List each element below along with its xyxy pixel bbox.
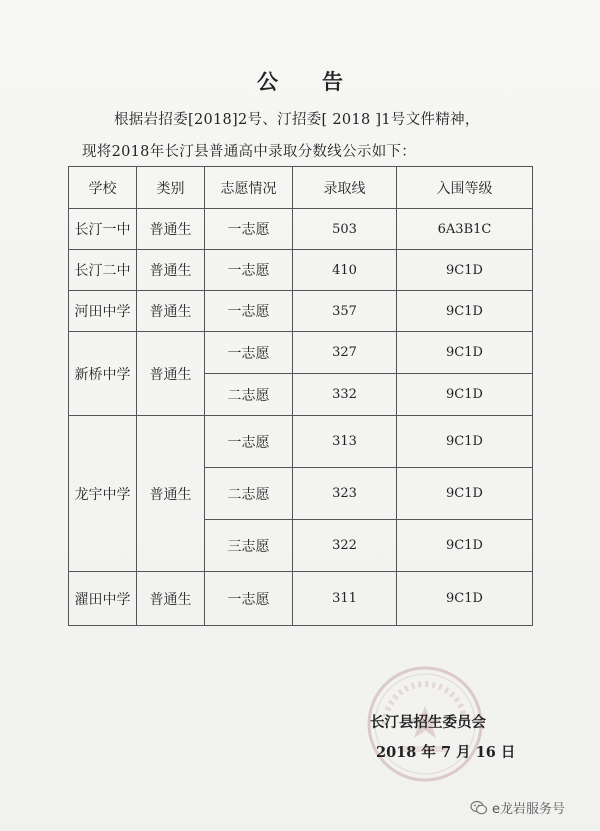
choice-cell: 一志愿 xyxy=(205,250,293,291)
choice-cell: 一志愿 xyxy=(205,416,293,468)
grade-cell: 9C1D xyxy=(397,291,533,332)
page-title: 公告 xyxy=(257,69,387,94)
school-cell: 长汀一中 xyxy=(69,209,137,250)
score-cell: 327 xyxy=(293,332,397,374)
admission-score-table xyxy=(68,166,533,626)
score-cell: 332 xyxy=(293,374,397,416)
table-header-row xyxy=(69,167,533,209)
watermark xyxy=(470,798,565,817)
score-cell: 503 xyxy=(293,209,397,250)
grade-cell: 9C1D xyxy=(397,332,533,374)
choice-cell: 三志愿 xyxy=(205,520,293,572)
grade-cell: 9C1D xyxy=(397,374,533,416)
score-cell: 323 xyxy=(293,468,397,520)
school-cell: 河田中学 xyxy=(69,291,137,332)
category-cell: 普通生 xyxy=(137,291,205,332)
grade-cell: 9C1D xyxy=(397,520,533,572)
grade-cell: 9C1D xyxy=(397,572,533,626)
intro-line-1: 根据岩招委[2018]2号、汀招委[ 2018 ]1号文件精神， xyxy=(114,112,480,128)
score-cell: 322 xyxy=(293,520,397,572)
category-cell: 普通生 xyxy=(137,416,205,572)
school-cell: 长汀二中 xyxy=(69,250,137,291)
category-cell: 普通生 xyxy=(137,250,205,291)
header-score: 录取线 xyxy=(293,167,397,209)
score-cell: 311 xyxy=(293,572,397,626)
choice-cell: 二志愿 xyxy=(205,468,293,520)
watermark-text: e龙岩服务号 xyxy=(492,802,565,817)
wechat-icon xyxy=(470,799,488,817)
school-cell: 濯田中学 xyxy=(69,572,137,626)
grade-cell: 9C1D xyxy=(397,250,533,291)
grade-cell: 9C1D xyxy=(397,416,533,468)
category-cell: 普通生 xyxy=(137,209,205,250)
table-row xyxy=(69,572,533,626)
table-row xyxy=(69,291,533,332)
issuing-organization: 长汀县招生委员会 xyxy=(370,714,486,731)
school-cell: 龙宇中学 xyxy=(69,416,137,572)
category-cell: 普通生 xyxy=(137,572,205,626)
score-cell: 410 xyxy=(293,250,397,291)
choice-cell: 一志愿 xyxy=(205,209,293,250)
choice-cell: 一志愿 xyxy=(205,332,293,374)
header-grade: 入围等级 xyxy=(397,167,533,209)
choice-cell: 二志愿 xyxy=(205,374,293,416)
header-category: 类别 xyxy=(137,167,205,209)
choice-cell: 一志愿 xyxy=(205,572,293,626)
issue-date: 2018 年 7 月 16 日 xyxy=(376,744,516,761)
header-school: 学校 xyxy=(69,167,137,209)
grade-cell: 6A3B1C xyxy=(397,209,533,250)
school-cell: 新桥中学 xyxy=(69,332,137,416)
choice-cell: 一志愿 xyxy=(205,291,293,332)
category-cell: 普通生 xyxy=(137,332,205,416)
table-row xyxy=(69,332,533,374)
grade-cell: 9C1D xyxy=(397,468,533,520)
table-row xyxy=(69,416,533,468)
score-cell: 313 xyxy=(293,416,397,468)
table-row xyxy=(69,250,533,291)
header-choice: 志愿情况 xyxy=(205,167,293,209)
table-row xyxy=(69,209,533,250)
intro-line-2: 现将2018年长汀县普通高中录取分数线公示如下： xyxy=(82,144,417,160)
score-cell: 357 xyxy=(293,291,397,332)
